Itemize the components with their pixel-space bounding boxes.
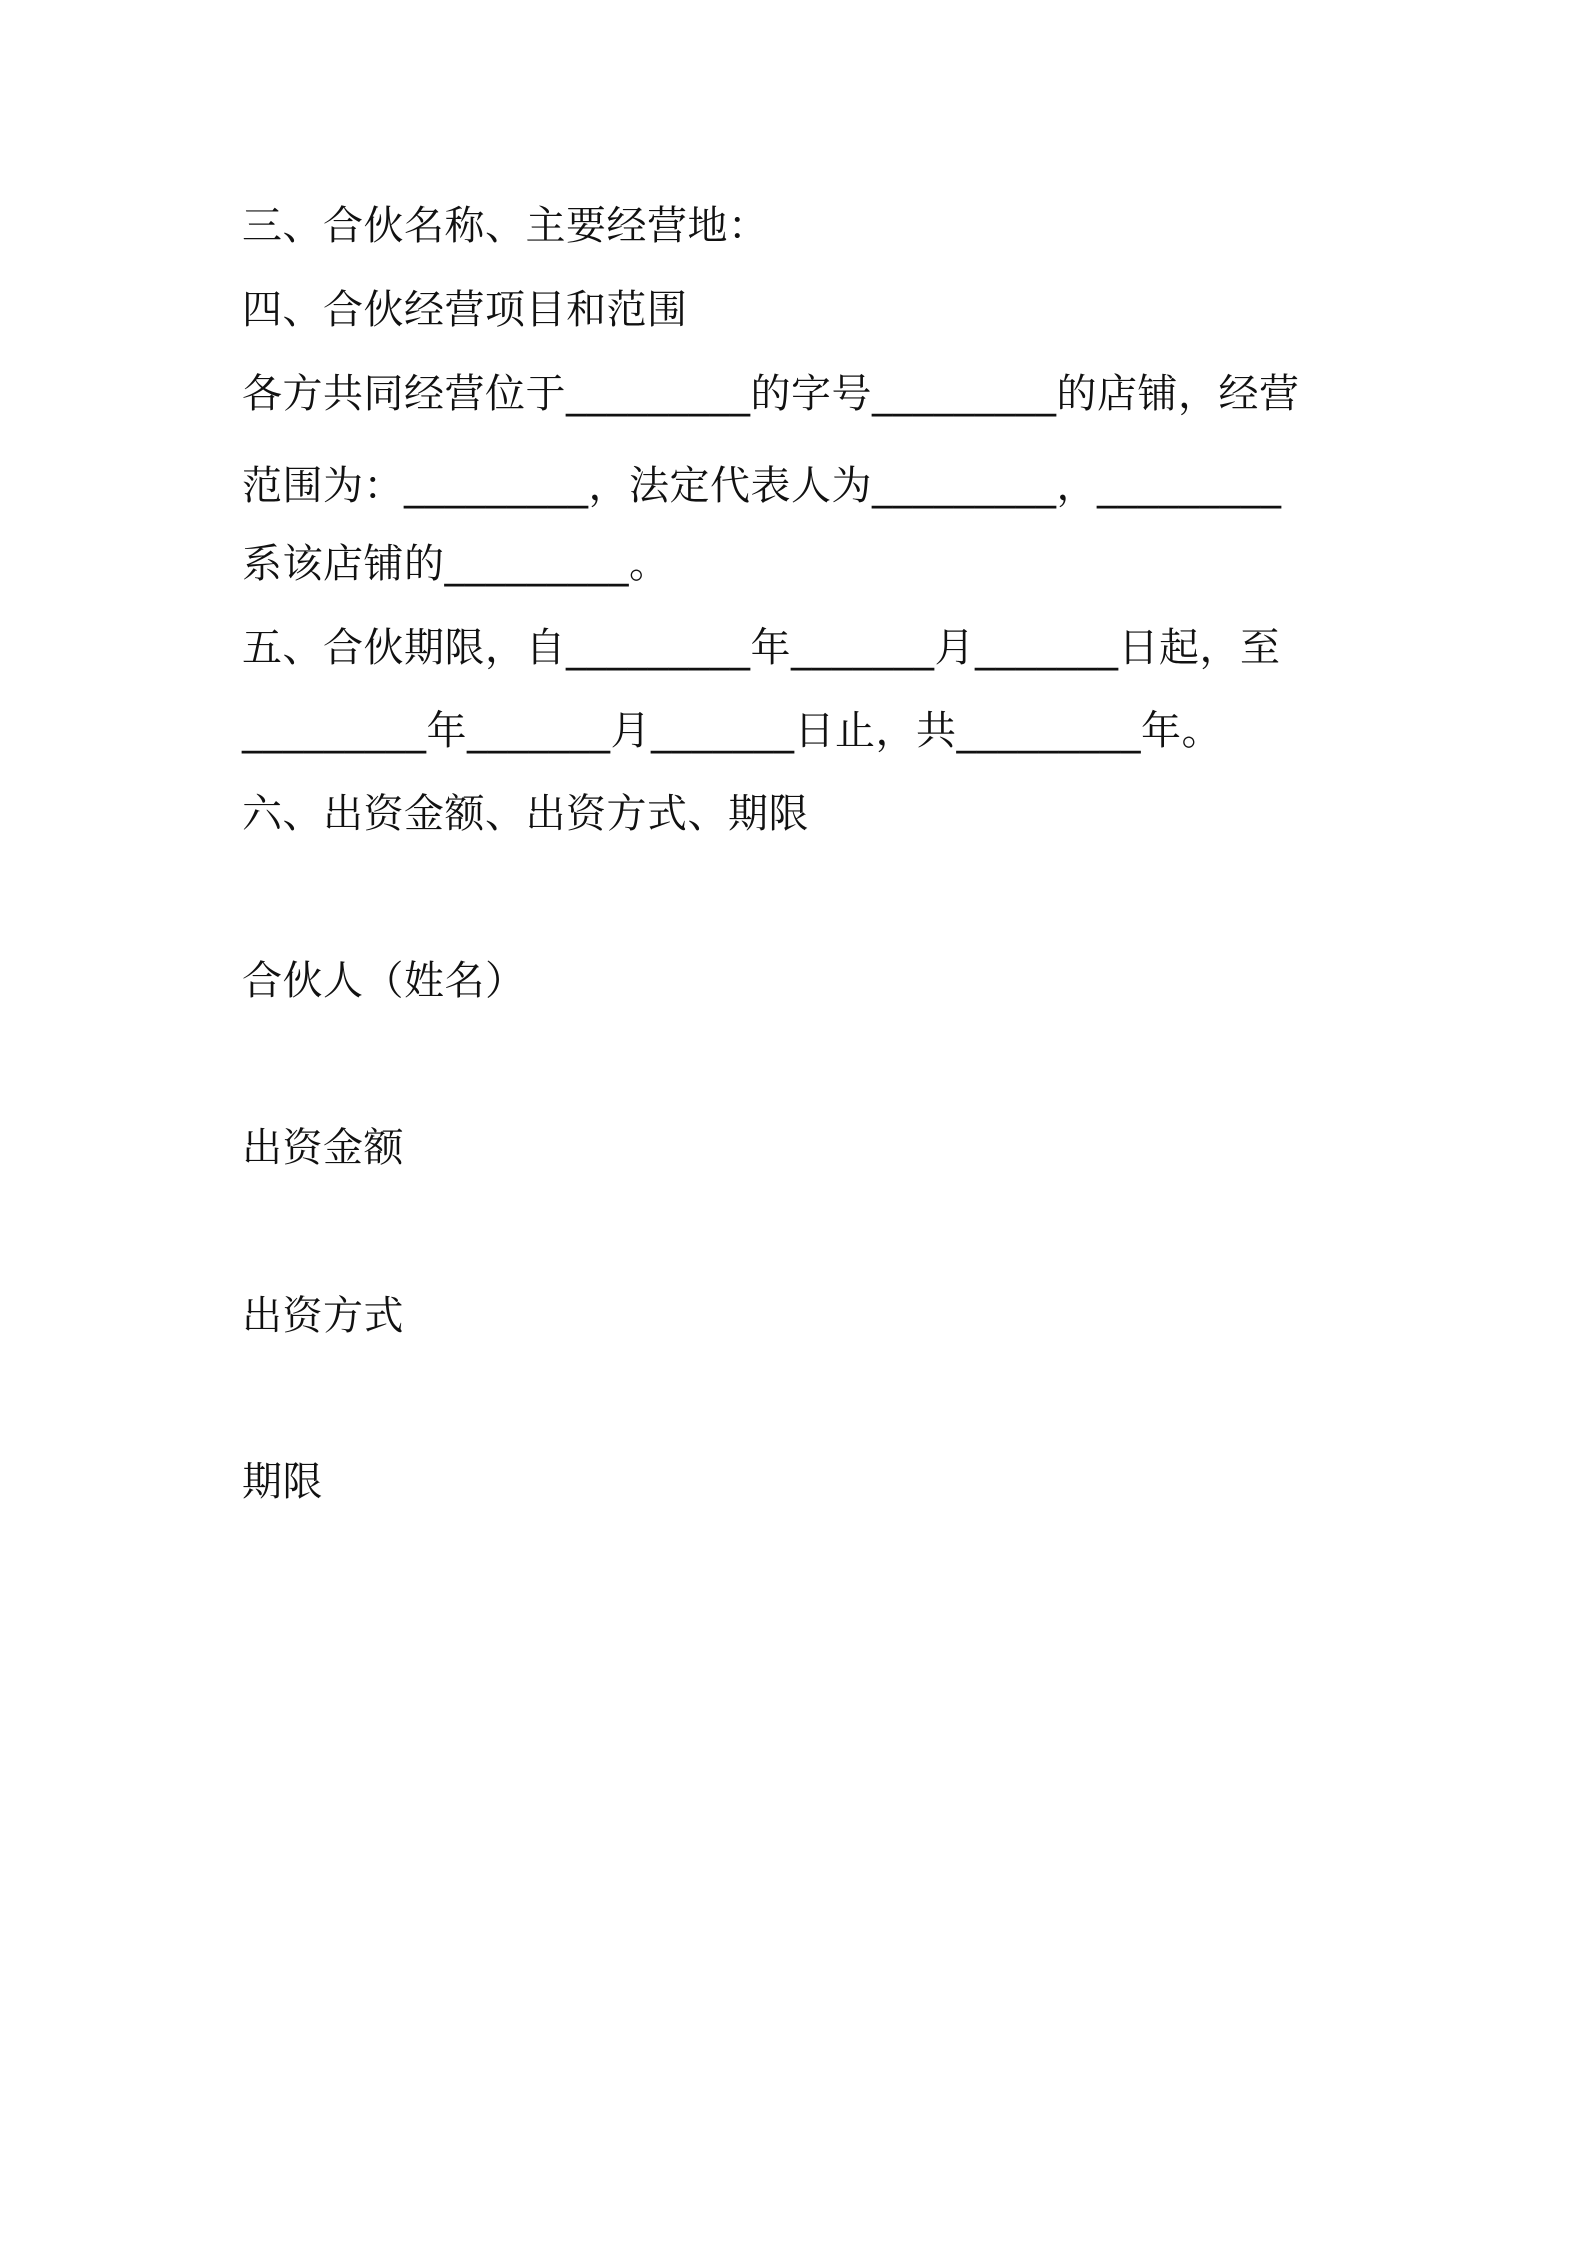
contribution-amount-label: 出资金额: [242, 1125, 404, 1171]
section-5-term-line-1: 五、合伙期限，自_________年_______月_______日起，至: [242, 625, 1281, 671]
section-3-heading: 三、合伙名称、主要经营地：: [242, 203, 769, 249]
section-4-body-line-3: 系该店铺的_________。: [242, 541, 670, 587]
contribution-method-label: 出资方式: [242, 1293, 404, 1339]
section-4-body-line-1: 各方共同经营位于_________的字号_________的店铺，经营: [242, 371, 1300, 417]
partner-name-label: 合伙人（姓名）: [242, 958, 526, 1004]
section-4-heading: 四、合伙经营项目和范围: [242, 287, 688, 333]
contribution-term-label: 期限: [242, 1459, 323, 1505]
section-4-body-line-2: 范围为：_________，法定代表人为_________，_________: [242, 463, 1282, 509]
section-6-heading: 六、出资金额、出资方式、期限: [242, 791, 809, 837]
section-5-term-line-2: _________年_______月_______日止，共_________年。: [242, 708, 1222, 754]
